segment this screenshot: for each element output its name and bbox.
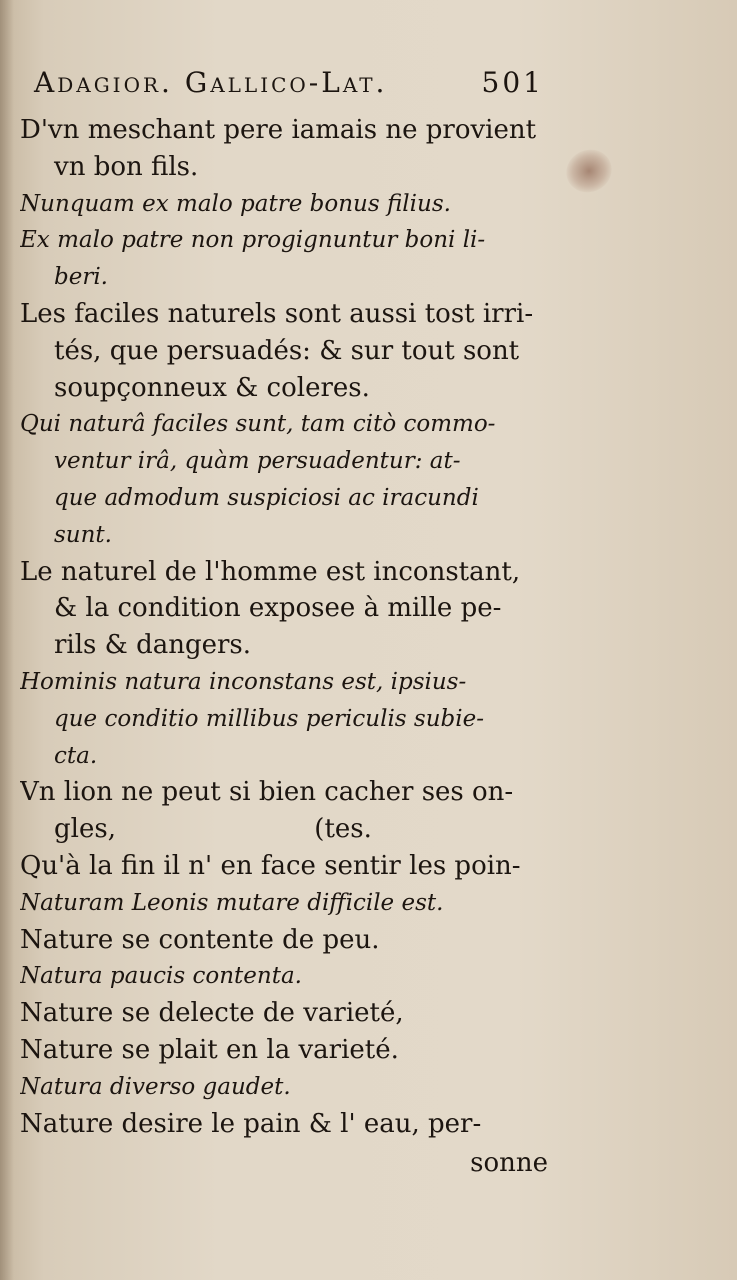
text-line: ventur irâ, quàm persuadentur: at- <box>54 448 461 475</box>
catchword: sonne <box>470 1148 548 1178</box>
text-line: Nunquam ex malo patre bonus filius. <box>20 190 451 217</box>
text-line: Qui naturâ faciles sunt, tam citò commo- <box>20 411 496 438</box>
text-line: Naturam Leonis mutare difficile est. <box>20 889 444 916</box>
text-line: beri. <box>54 264 108 291</box>
text-line: Nature se delecte de varieté, <box>20 998 404 1029</box>
text-line: tés, que persuadés: & sur tout sont <box>54 335 520 366</box>
text-line: que conditio millibus periculis subie- <box>54 705 485 732</box>
text-line: Nature se contente de peu. <box>20 924 380 955</box>
text-line: Nature desire le pain & l' eau, per- <box>20 1108 482 1139</box>
text-line: rils & dangers. <box>54 630 252 661</box>
text-line: Vn lion ne peut si bien cacher ses on- <box>20 777 514 808</box>
text-line: Ex malo patre non progignuntur boni li- <box>20 227 486 254</box>
ink-stain <box>559 142 618 200</box>
running-title: Adagior. Gallico-Lat. <box>34 66 388 99</box>
text-line: Natura paucis contenta. <box>20 963 302 990</box>
page-number: 501 <box>481 66 544 99</box>
page-text <box>20 112 550 1142</box>
text-line: vn bon fils. <box>54 151 199 182</box>
text-line: Le naturel de l'homme est inconstant, <box>20 556 521 587</box>
text-line: Les faciles naturels sont aussi tost irri- <box>20 298 534 329</box>
text-line: gles, (tes. <box>54 814 372 845</box>
spine-shadow <box>0 0 14 1280</box>
text-line: Nature se plait en la varieté. <box>20 1034 399 1065</box>
text-line: D'vn meschant pere iamais ne provient <box>20 115 537 145</box>
text-line: que admodum suspiciosi ac iracundi <box>54 484 479 511</box>
text-line: Qu'à la fin il n' en face sentir les poin- <box>20 850 521 881</box>
running-header <box>34 66 544 99</box>
text-line: Natura diverso gaudet. <box>20 1073 291 1100</box>
text-line: Hominis natura inconstans est, ipsius- <box>20 668 467 695</box>
text-line: cta. <box>54 742 98 769</box>
text-line: sunt. <box>54 521 112 548</box>
text-line: & la condition exposee à mille pe- <box>54 593 502 624</box>
text-line: soupçonneux & coleres. <box>54 372 370 403</box>
